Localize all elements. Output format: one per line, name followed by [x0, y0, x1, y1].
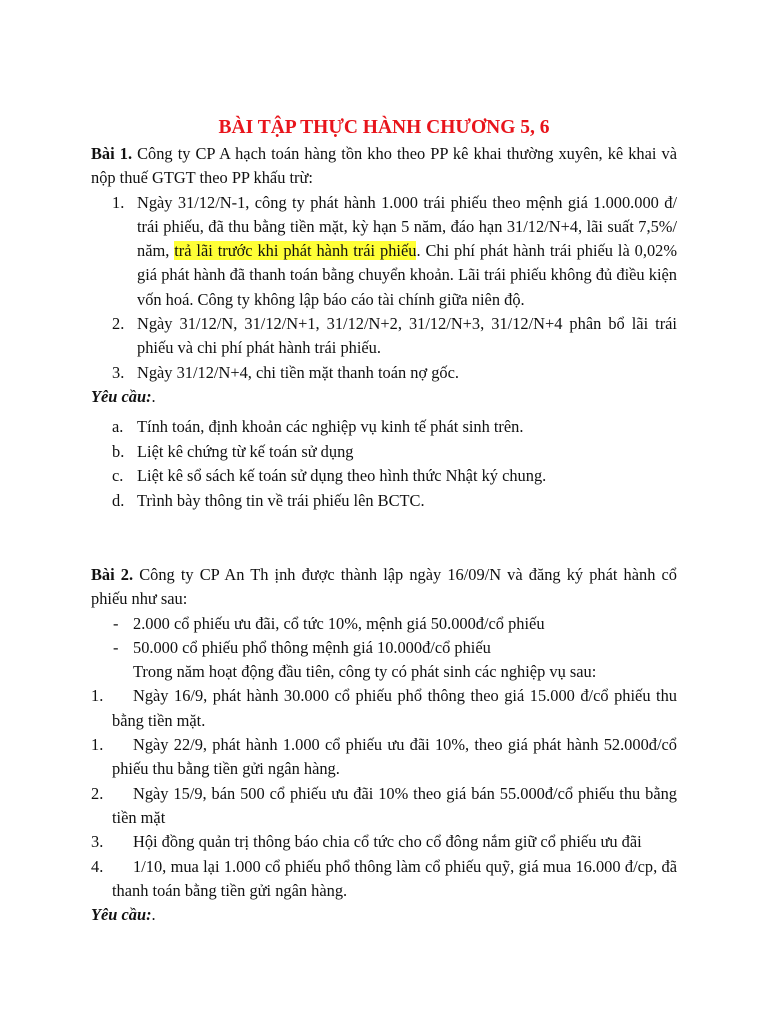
item-text: Ngày 15/9, bán 500 cổ phiếu ưu đãi 10% theo giá bán 55.000đ/cổ phiếu thu bằng tiền mặt	[112, 783, 677, 827]
highlighted-text: trả lãi trước khi phát hành trái phiếu	[174, 241, 417, 261]
item-text: Liệt kê sổ sách kế toán sử dụng theo hình thức Nhật ký chung.	[137, 466, 547, 486]
item-letter: a.	[112, 417, 124, 437]
dash-marker: -	[113, 613, 119, 633]
exercise-2-share-list	[91, 612, 677, 661]
list-item	[91, 361, 677, 385]
exercise-1-items	[91, 191, 677, 385]
item-text: Ngày 31/12/N, 31/12/N+1, 31/12/N+2, 31/12/N+3, 31/12/N+4 phân bổ lãi trái phiếu và chi phí phát hành trái phiếu.	[137, 314, 677, 358]
item-text: Hội đồng quản trị thông báo chia cổ tức cho cổ đông nắm giữ cổ phiếu ưu đãi	[133, 832, 642, 852]
item-letter: d.	[112, 490, 125, 510]
list-item	[91, 415, 677, 439]
exercise-1-requirements	[91, 415, 677, 513]
item-text: 50.000 cổ phiếu phổ thông mệnh giá 10.000đ/cổ phiếu	[133, 637, 491, 657]
exercise-1-label: Bài 1.	[91, 144, 133, 163]
item-number: 4.	[91, 856, 104, 876]
dash-marker: -	[113, 637, 119, 657]
item-text: Ngày 16/9, phát hành 30.000 cổ phiếu phổ thông theo giá 15.000 đ/cổ phiếu thu bằng tiền mặt.	[112, 686, 677, 730]
list-item	[91, 312, 677, 361]
item-number: 3.	[112, 362, 125, 382]
list-item	[91, 612, 677, 636]
item-letter: c.	[112, 466, 124, 486]
item-text: Ngày 31/12/N+4, chi tiền mặt thanh toán nợ gốc.	[137, 362, 459, 382]
list-item	[91, 830, 677, 854]
exercise-2-ops-intro: Trong năm hoạt động đầu tiên, công ty có phát sinh các nghiệp vụ sau:	[133, 662, 597, 682]
list-item	[91, 684, 677, 733]
exercise-2-requirements-heading	[91, 903, 677, 927]
list-item	[91, 191, 677, 312]
page-title: BÀI TẬP THỰC HÀNH CHƯƠNG 5, 6	[218, 117, 550, 138]
item-number: 1.	[91, 735, 104, 755]
item-number: 2.	[91, 783, 104, 803]
list-item	[91, 489, 677, 513]
list-item	[91, 464, 677, 488]
exercise-1-requirements-heading	[91, 385, 677, 409]
list-item	[91, 440, 677, 464]
requirements-label: Yêu cầu:	[91, 905, 152, 925]
requirements-suffix: .	[151, 905, 156, 925]
item-text: Liệt kê chứng từ kế toán sử dụng	[137, 441, 354, 461]
exercise-2	[91, 563, 677, 927]
exercise-1-intro-text: Công ty CP A hạch toán hàng tồn kho theo PP kê khai thường xuyên, kê khai và nộp thuế GTGT theo PP khấu trừ:	[91, 144, 677, 188]
item-number: 2.	[112, 314, 125, 334]
item-text: Ngày 22/9, phát hành 1.000 cổ phiếu ưu đãi 10%, theo giá phát hành 52.000đ/cổ phiếu thu bằng tiền gửi ngân hàng.	[112, 735, 677, 779]
list-item	[91, 733, 677, 782]
item-text: Tính toán, định khoản các nghiệp vụ kinh tế phát sinh trên.	[137, 417, 524, 437]
item-text: 2.000 cổ phiếu ưu đãi, cổ tức 10%, mệnh giá 50.000đ/cổ phiếu	[133, 613, 545, 633]
exercise-2-label: Bài 2.	[91, 565, 134, 584]
item-text: Ngày 31/12/N-1, công ty phát hành 1.000 trái phiếu theo mệnh giá 1.000.000 đ/ trái phiếu, đã thu bằng tiền mặt, kỳ hạn 5 năm, đáo hạn 31/12/N+4, lãi suất 7,5%/ năm,	[137, 192, 677, 261]
item-letter: b.	[112, 441, 125, 461]
list-item	[91, 855, 677, 904]
exercise-2-operations	[91, 684, 677, 903]
exercise-2-intro-text: Công ty CP An Th ịnh được thành lập ngày 16/09/N và đăng ký phát hành cổ phiếu như sau:	[91, 565, 677, 609]
item-number: 3.	[91, 832, 104, 852]
item-text: Trình bày thông tin về trái phiếu lên BCTC.	[137, 490, 425, 510]
item-number: 1.	[112, 192, 125, 212]
exercise-2-intro	[91, 563, 677, 612]
item-number: 1.	[91, 686, 104, 706]
item-text-continued: . Chi phí phát hành trái phiếu là 0,02% giá phát hành đã thanh toán bằng chuyển khoản. Lãi trái phiếu không đủ điều kiện vốn hoá. Công ty không lập báo cáo tài chính giữa niên độ.	[137, 241, 677, 309]
exercise-1-intro	[91, 142, 677, 191]
requirements-suffix: .	[151, 386, 156, 406]
item-text: 1/10, mua lại 1.000 cổ phiếu phổ thông làm cổ phiếu quỹ, giá mua 16.000 đ/cp, đã thanh toán bằng tiền gửi ngân hàng.	[112, 856, 677, 900]
exercise-1	[91, 142, 677, 513]
list-item	[91, 636, 677, 660]
requirements-label: Yêu cầu:	[91, 386, 152, 406]
list-item	[91, 782, 677, 831]
